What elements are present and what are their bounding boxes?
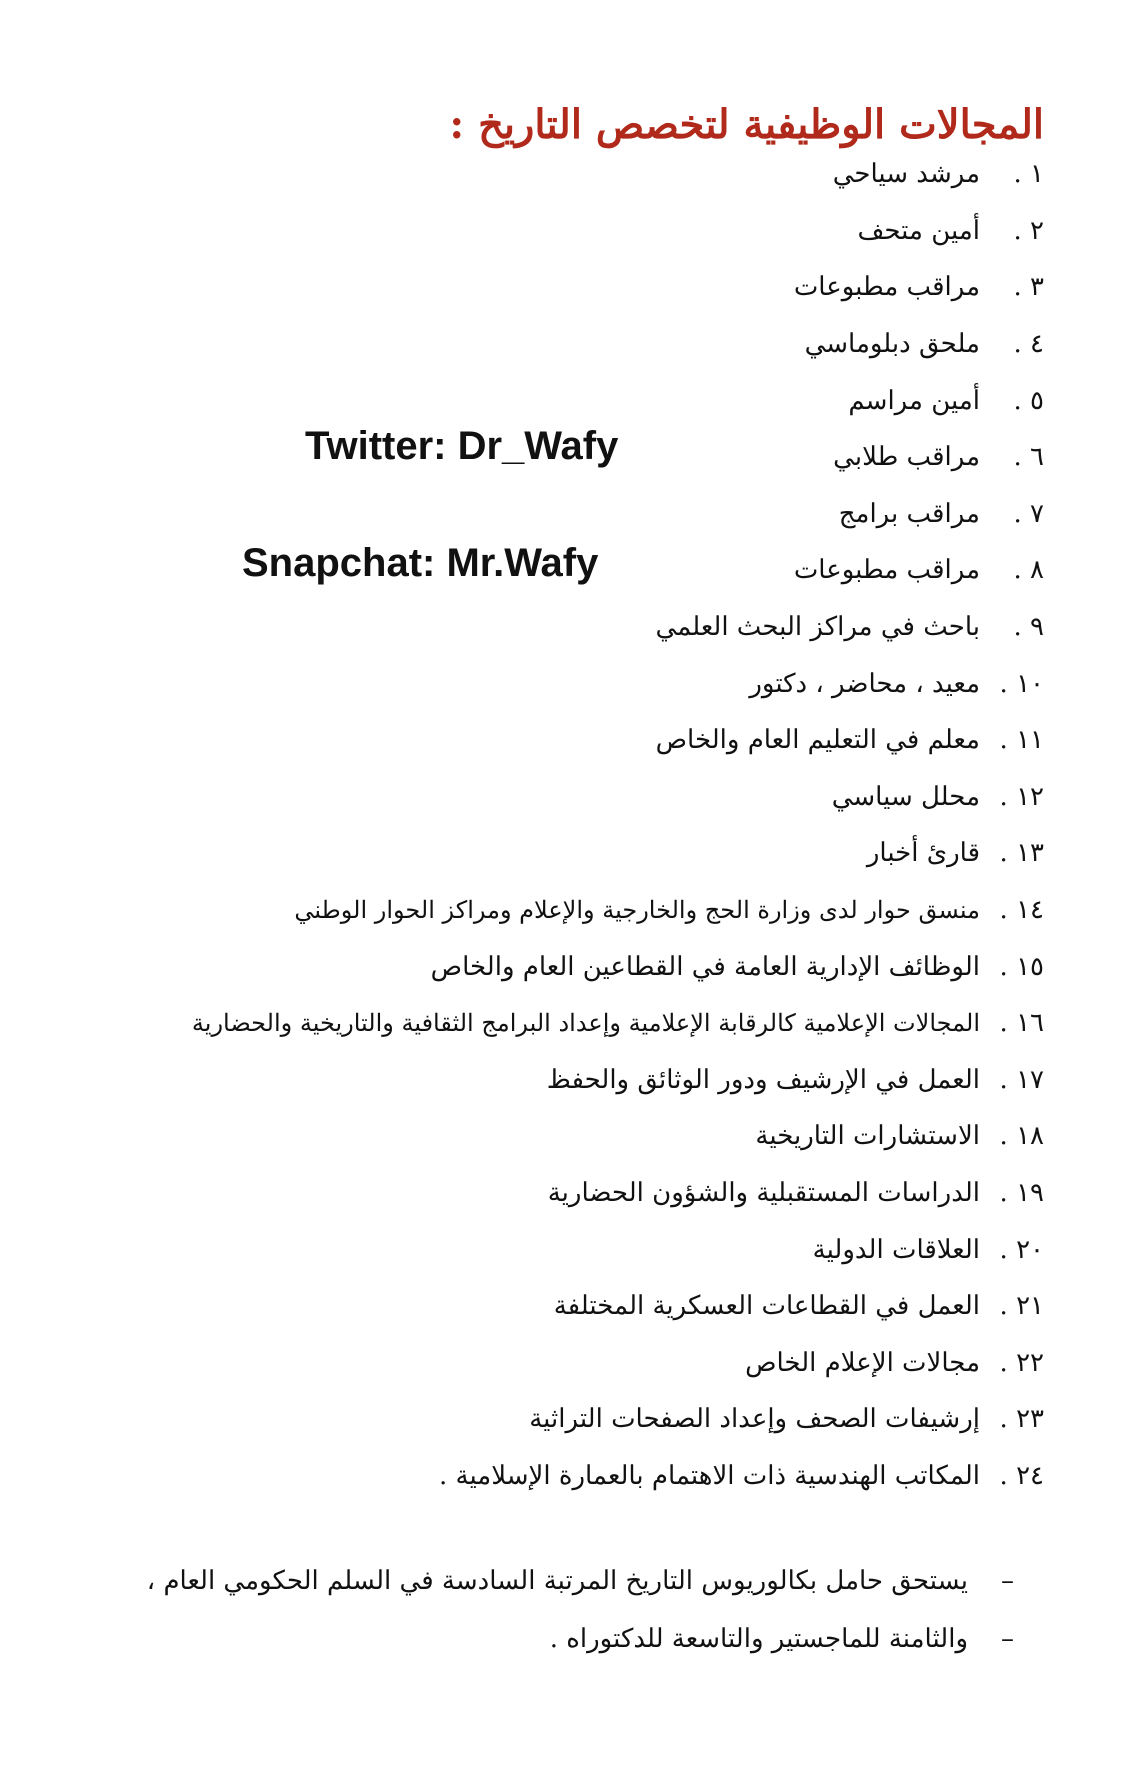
list-item <box>4 259 1044 316</box>
list-item <box>4 712 1044 769</box>
list-item <box>4 655 1044 712</box>
item-label: أمين متحف <box>857 215 980 246</box>
item-number: ١٥ . <box>999 951 1044 982</box>
item-number: ١٩ . <box>999 1177 1044 1208</box>
item-label: العلاقات الدولية <box>812 1234 980 1265</box>
snapchat-handle: Snapchat: Mr.Wafy <box>242 541 599 585</box>
note-text: والثامنة للماجستير والتاسعة للدكتوراه . <box>549 1624 968 1654</box>
item-number: ١٠ . <box>999 668 1044 699</box>
item-label: مرشد سياحي <box>832 159 980 190</box>
list-item <box>4 1165 1044 1222</box>
item-label: باحث في مراكز البحث العلمي <box>655 612 980 643</box>
item-number: ٩ . <box>1013 612 1044 643</box>
item-number: ٢٢ . <box>999 1347 1044 1378</box>
note-item <box>14 1552 1014 1610</box>
item-label: إرشيفات الصحف وإعداد الصفحات التراثية <box>529 1404 980 1435</box>
item-number: ١٤ . <box>999 895 1044 926</box>
item-label: قارئ أخبار <box>866 838 980 869</box>
note-text: يستحق حامل بكالوريوس التاريخ المرتبة السادسة في السلم الحكومي العام ، <box>146 1566 968 1596</box>
item-label: الاستشارات التاريخية <box>755 1121 980 1152</box>
item-label: منسق حوار لدى وزارة الحج والخارجية والإعلام ومراكز الحوار الوطني <box>294 896 980 925</box>
item-number: ٨ . <box>1013 555 1044 586</box>
item-number: ١٦ . <box>999 1008 1044 1039</box>
item-number: ٢١ . <box>999 1291 1044 1322</box>
item-number: ١ . <box>1013 159 1044 190</box>
item-number: ٢٣ . <box>999 1404 1044 1435</box>
item-number: ٢٤ . <box>999 1460 1044 1491</box>
list-item <box>4 1278 1044 1335</box>
list-item <box>4 1391 1044 1448</box>
item-number: ١١ . <box>999 725 1044 756</box>
item-number: ٧ . <box>1013 498 1044 529</box>
notes-list <box>14 1552 1014 1668</box>
item-label: ملحق دبلوماسي <box>804 329 980 360</box>
item-label: الدراسات المستقبلية والشؤون الحضارية <box>547 1177 980 1208</box>
twitter-handle: Twitter: Dr_Wafy <box>305 424 619 468</box>
list-item <box>4 995 1044 1052</box>
item-label: مجالات الإعلام الخاص <box>745 1347 980 1378</box>
item-label: العمل في القطاعات العسكرية المختلفة <box>553 1291 980 1322</box>
list-item <box>4 825 1044 882</box>
list-item <box>4 203 1044 260</box>
list-item <box>4 882 1044 939</box>
item-number: ٤ . <box>1013 329 1044 360</box>
list-item <box>4 316 1044 373</box>
item-label: المكاتب الهندسية ذات الاهتمام بالعمارة الإسلامية . <box>438 1460 980 1491</box>
item-number: ١٧ . <box>999 1064 1044 1095</box>
item-label: مراقب طلابي <box>833 442 980 473</box>
list-item <box>4 1221 1044 1278</box>
item-number: ٥ . <box>1013 385 1044 416</box>
item-number: ١٣ . <box>999 838 1044 869</box>
dash-bullet-icon: – <box>1001 1566 1014 1596</box>
item-number: ٢٠ . <box>999 1234 1044 1265</box>
item-label: معيد ، محاضر ، دكتور <box>749 668 980 699</box>
item-number: ٢ . <box>1013 215 1044 246</box>
item-label: المجالات الإعلامية كالرقابة الإعلامية وإعداد البرامج الثقافية والتاريخية والحضارية <box>191 1009 980 1038</box>
list-item <box>4 938 1044 995</box>
item-number: ١٨ . <box>999 1121 1044 1152</box>
item-label: العمل في الإرشيف ودور الوثائق والحفظ <box>546 1064 980 1095</box>
list-item <box>4 1448 1044 1505</box>
list-item <box>4 1052 1044 1109</box>
list-item <box>4 146 1044 203</box>
item-label: محلل سياسي <box>831 781 980 812</box>
career-list <box>4 146 1044 1504</box>
item-label: الوظائف الإدارية العامة في القطاعين العام والخاص <box>430 951 980 982</box>
item-number: ١٢ . <box>999 781 1044 812</box>
list-item <box>4 599 1044 656</box>
list-item <box>4 486 1044 543</box>
dash-bullet-icon: – <box>1001 1624 1014 1654</box>
item-number: ٣ . <box>1013 272 1044 303</box>
item-label: مراقب مطبوعات <box>793 555 980 586</box>
note-item <box>14 1610 1014 1668</box>
item-label: معلم في التعليم العام والخاص <box>655 725 980 756</box>
list-item <box>4 1108 1044 1165</box>
item-label: مراقب مطبوعات <box>793 272 980 303</box>
item-label: أمين مراسم <box>848 385 980 416</box>
list-item <box>4 1334 1044 1391</box>
item-number: ٦ . <box>1013 442 1044 473</box>
item-label: مراقب برامج <box>838 498 980 529</box>
list-item <box>4 372 1044 429</box>
page-title: المجالات الوظيفية لتخصص التاريخ : <box>449 100 1044 148</box>
list-item <box>4 769 1044 826</box>
